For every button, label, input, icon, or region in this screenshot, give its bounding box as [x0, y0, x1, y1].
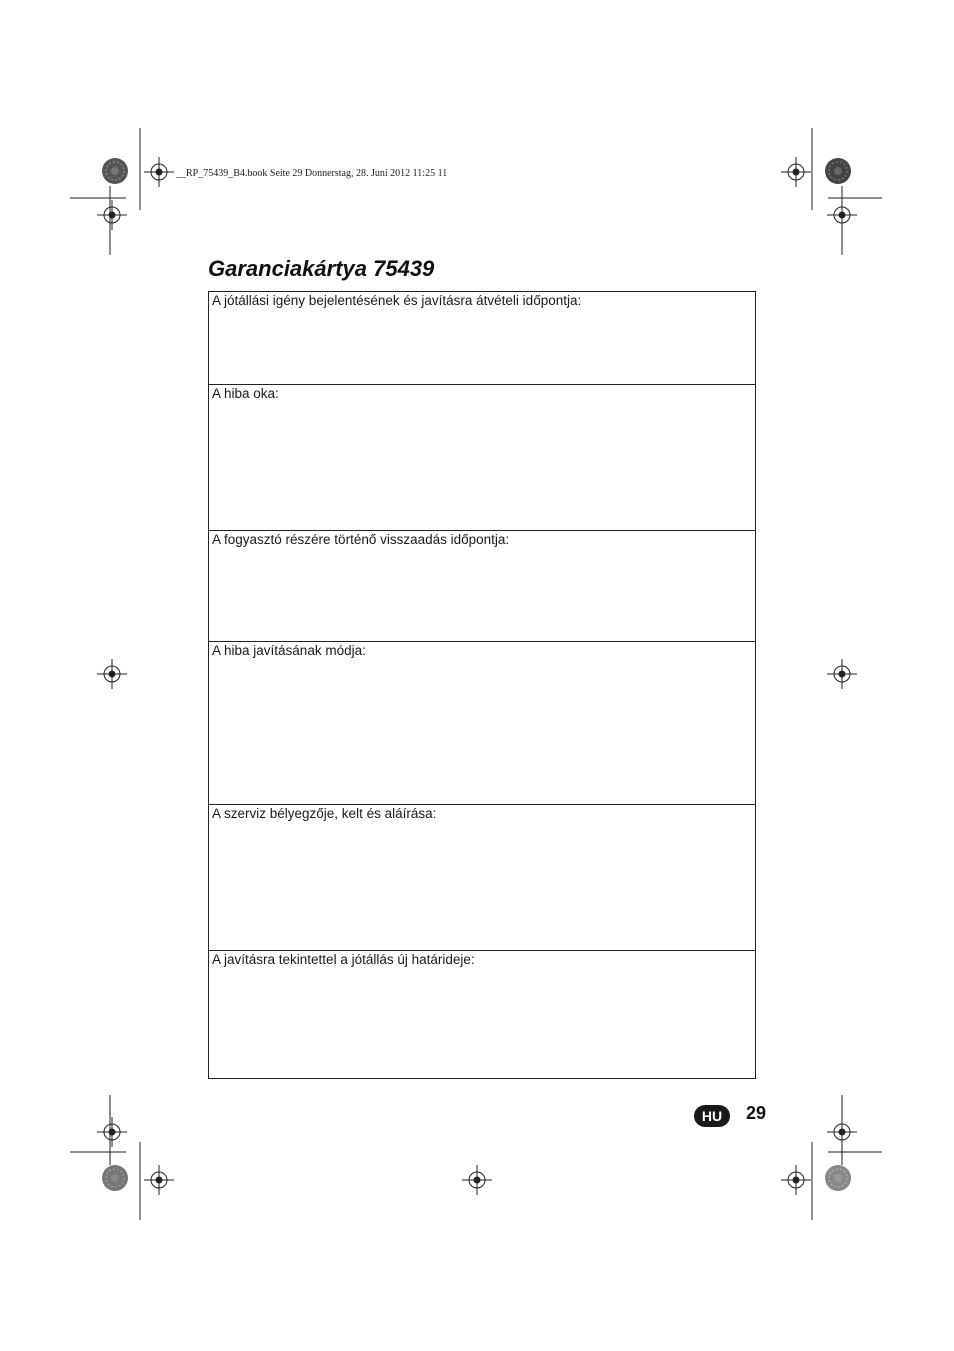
- color-calibration-disk-icon: [824, 157, 852, 185]
- page-number: 29: [746, 1103, 767, 1123]
- registration-mark-icon: [144, 157, 174, 187]
- row-label: A szerviz bélyegzője, kelt és aláírása:: [212, 806, 437, 821]
- row-label: A hiba javításának módja:: [212, 643, 366, 658]
- row-label: A hiba oka:: [212, 386, 279, 401]
- registration-mark-icon: [97, 1117, 127, 1147]
- form-row: [209, 950, 755, 1079]
- color-calibration-disk-icon: [101, 1164, 129, 1192]
- registration-mark-icon: [781, 1165, 811, 1195]
- registration-mark-icon: [827, 200, 857, 230]
- registration-mark-icon: [97, 200, 127, 230]
- print-header: __RP_75439_B4.book Seite 29 Donnerstag, 28. Juni 2012 11:25 11: [176, 168, 448, 179]
- registration-mark-icon: [144, 1165, 174, 1195]
- warranty-form-table: [208, 291, 756, 1079]
- color-calibration-disk-icon: [824, 1164, 852, 1192]
- form-row: [209, 530, 755, 642]
- language-badge: HU: [694, 1105, 730, 1127]
- page-title: Garanciakártya 75439: [208, 256, 435, 281]
- registration-mark-icon: [827, 659, 857, 689]
- registration-mark-icon: [97, 659, 127, 689]
- registration-mark-icon: [827, 1117, 857, 1147]
- form-row: [209, 384, 755, 531]
- form-row: [209, 804, 755, 951]
- row-label: A javításra tekintettel a jótállás új határideje:: [212, 952, 475, 967]
- form-row: [209, 292, 755, 384]
- color-calibration-disk-icon: [101, 157, 129, 185]
- row-label: A jótállási igény bejelentésének és javításra átvételi időpontja:: [212, 293, 582, 308]
- registration-mark-icon: [462, 1165, 492, 1195]
- row-label: A fogyasztó részére történő visszaadás időpontja:: [212, 532, 510, 547]
- registration-mark-icon: [781, 157, 811, 187]
- form-row: [209, 641, 755, 805]
